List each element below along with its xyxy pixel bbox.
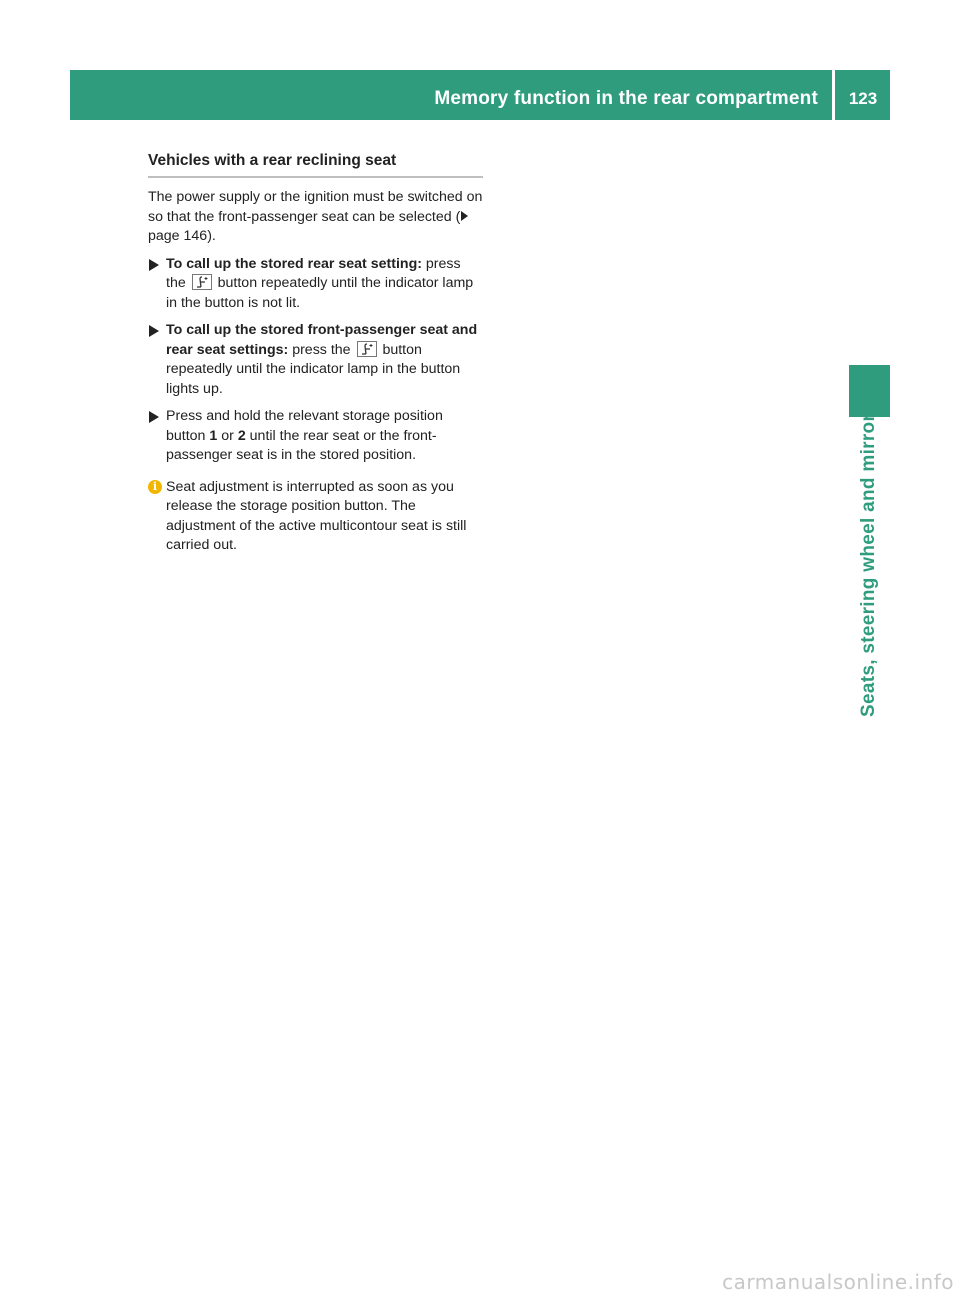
step-arrow-icon xyxy=(149,411,159,423)
step-title: To call up the stored front-passenger seat and rear seat settings: xyxy=(166,322,478,358)
step-text-or: or xyxy=(221,427,234,444)
section-heading: Vehicles with a rear reclining seat xyxy=(148,150,483,178)
step-text: press the xyxy=(166,255,461,291)
header-divider xyxy=(832,70,835,120)
storage-button-1-label: 1 xyxy=(209,427,218,444)
instruction-step xyxy=(148,255,483,314)
section-side-label: Seats, steering wheel and mirrors xyxy=(858,402,879,718)
instruction-step xyxy=(148,321,483,399)
intro-paragraph xyxy=(148,188,483,247)
chapter-title: Memory function in the rear compartment xyxy=(434,88,818,109)
step-title: To call up the stored rear seat setting: xyxy=(166,255,422,272)
info-icon: i xyxy=(148,480,162,494)
triangle-arrow-icon xyxy=(461,211,468,221)
step-arrow-icon xyxy=(149,259,159,271)
intro-text-end: ). xyxy=(207,228,216,244)
storage-button-2-label: 2 xyxy=(237,427,246,444)
seat-icon xyxy=(192,274,212,290)
instruction-step xyxy=(148,407,483,466)
page-number: 123 xyxy=(848,89,878,108)
page-header xyxy=(70,70,890,120)
intro-text: The power supply or the ignition must be switched on so that the front-passenger seat can be selected ( xyxy=(148,189,483,225)
page-reference-link[interactable]: page 146 xyxy=(148,228,208,244)
seat-icon xyxy=(357,341,377,357)
step-arrow-icon xyxy=(149,325,159,337)
step-text: Press and hold the relevant storage position button xyxy=(166,408,443,444)
step-text: press the xyxy=(292,341,351,358)
info-note xyxy=(148,478,483,556)
footer-watermark: carmanualsonline.info xyxy=(722,1270,954,1294)
main-content xyxy=(148,150,483,556)
step-text-end: button repeatedly until the indicator lamp in the button is not lit. xyxy=(166,275,474,311)
note-text: Seat adjustment is interrupted as soon as you release the storage position button. The adjustment of the active multicontour seat is still carried out. xyxy=(166,478,467,553)
step-text-end: until the rear seat or the front-passenger seat is in the stored position. xyxy=(166,427,437,463)
step-text-end: button repeatedly until the indicator lamp in the button lights up. xyxy=(166,341,461,397)
